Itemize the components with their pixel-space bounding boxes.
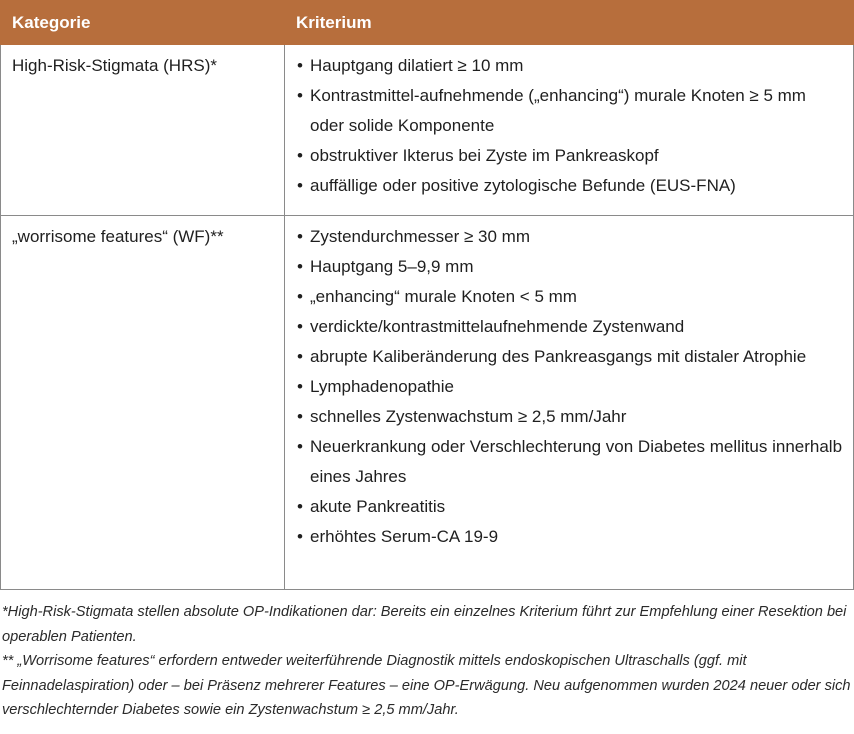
header-category: Kategorie <box>1 1 285 45</box>
list-item: • schnelles Zystenwachstum ≥ 2,5 mm/Jahr <box>297 402 843 432</box>
footnote-wf: ** „Worrisome features“ erfordern entweder weiterführende Diagnostik mittels endoskopischen Ultraschalls (ggf. mit Feinnadelaspiration) oder – bei Präsenz mehrerer Features – eine OP-Erwägung. Neu aufgenommen wurden 2024 neuer oder sich verschlechternder Diabetes sowie ein Zystenwachstum ≥ 2,5 mm/Jahr. <box>2 653 851 718</box>
table-row-wf <box>1 216 854 590</box>
criteria-cell <box>285 216 854 590</box>
list-item: • auffällige oder positive zytologische Befunde (EUS-FNA) <box>297 171 843 201</box>
list-item: • abrupte Kaliberänderung des Pankreasgangs mit distaler Atrophie <box>297 342 843 372</box>
footnote-hrs: *High-Risk-Stigmata stellen absolute OP-Indikationen dar: Bereits ein einzelnes Kriterium führt zur Empfehlung einer Resektion bei operablen Patienten. <box>2 604 847 645</box>
footnotes <box>0 600 854 723</box>
list-item: • erhöhtes Serum-CA 19-9 <box>297 522 843 552</box>
category-cell: High-Risk-Stigmata (HRS)* <box>1 45 285 216</box>
category-cell: „worrisome features“ (WF)** <box>1 216 285 590</box>
list-item: • obstruktiver Ikterus bei Zyste im Pankreaskopf <box>297 141 843 171</box>
criteria-cell <box>285 45 854 216</box>
list-item: • Lymphadenopathie <box>297 372 843 402</box>
list-item: • Kontrastmittel-aufnehmende („enhancing“) murale Knoten ≥ 5 mm oder solide Komponente <box>297 81 843 141</box>
table-header-row <box>1 1 854 45</box>
criteria-list <box>297 222 843 552</box>
list-item: • verdickte/kontrastmittelaufnehmende Zystenwand <box>297 312 843 342</box>
list-item: • Hauptgang dilatiert ≥ 10 mm <box>297 51 843 81</box>
list-item: • akute Pankreatitis <box>297 492 843 522</box>
header-criterion: Kriterium <box>285 1 854 45</box>
list-item: • Zystendurchmesser ≥ 30 mm <box>297 222 843 252</box>
table-row-hrs <box>1 45 854 216</box>
list-item: • „enhancing“ murale Knoten < 5 mm <box>297 282 843 312</box>
list-item: • Neuerkrankung oder Verschlechterung von Diabetes mellitus innerhalb eines Jahres <box>297 432 843 492</box>
list-item: • Hauptgang 5–9,9 mm <box>297 252 843 282</box>
criteria-list <box>297 51 843 201</box>
